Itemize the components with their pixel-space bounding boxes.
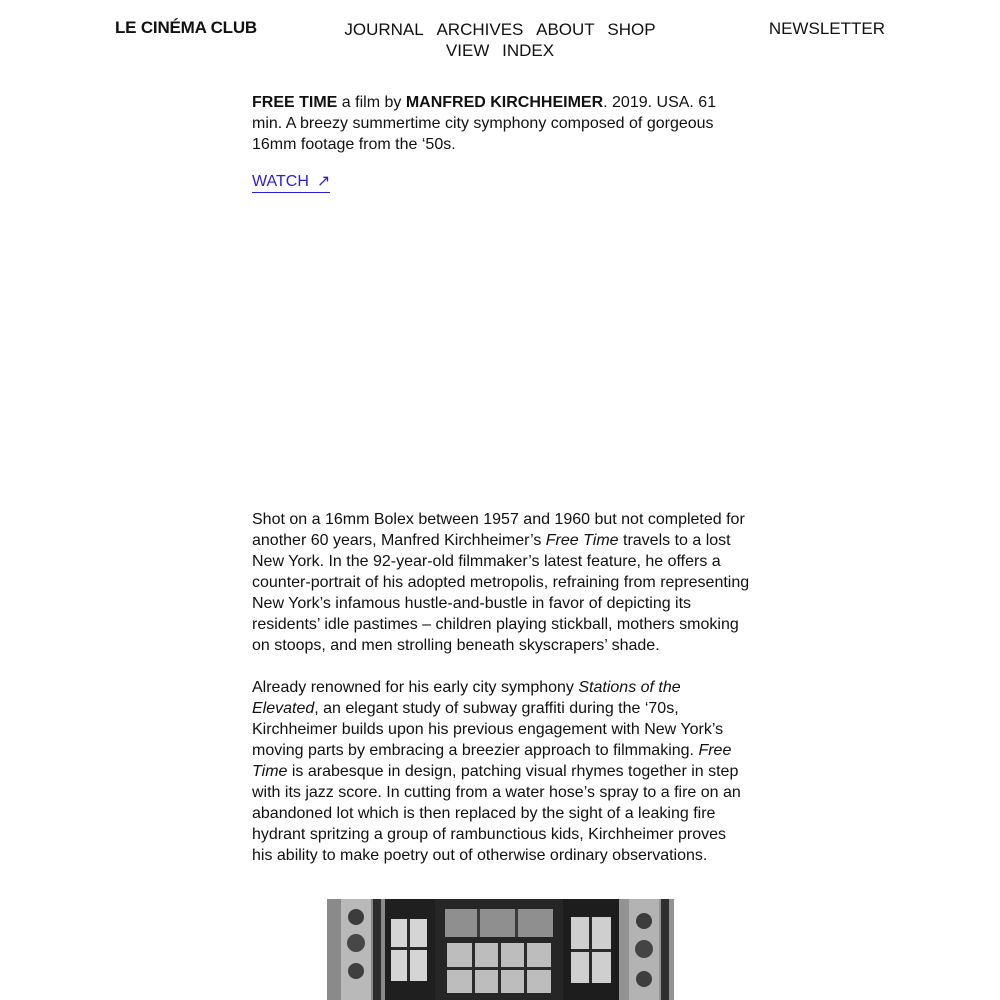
film-still-image	[327, 899, 674, 1000]
p1-text-c: travels to a lost New York. In the 92-year-old filmmaker’s latest feature, he offers a counter-portrait of his adopted metropolis, refraining from representing New York’s infamous hustle-and-bustle in favor of depicting its residents’ idle pastimes – children playing stickball, mothers smoking on stoops, and men strolling beneath skyscrapers’ shade.	[252, 532, 750, 654]
film-intro	[252, 92, 750, 155]
nav-about[interactable]: ABOUT	[536, 20, 595, 39]
p2-text-e: is arabesque in design, patching visual rhymes together in step with its jazz score. In cutting from a water hose’s spray to a fire on an abandoned lot which is then replaced by the sight of a leaking fire hydrant spritzing a group of rambunctious kids, Kirchheimer proves his ability to make poetry out of otherwise ordinary observations.	[252, 763, 741, 864]
film-details: . 2019. USA. 61 min. A breezy summertime city symphony composed of gorgeous 16mm footage from the ‘50s.	[252, 94, 717, 153]
p1-text-a: Shot on a 16mm Bolex between 1957 and 1960 but not completed for another 60 years, Manfred Kirchheimer’s	[252, 511, 745, 549]
film-still-building-facade	[327, 899, 674, 1000]
film-title: FREE TIME	[252, 94, 338, 111]
p2-text-c: , an elegant study of subway graffiti during the ‘70s, Kirchheimer builds upon his previous engagement with New York’s moving parts by embracing a breezier approach to filmmaking.	[252, 700, 724, 759]
nav-journal[interactable]: JOURNAL	[344, 20, 424, 39]
article-paragraph-2	[252, 677, 750, 866]
arrow-up-right-icon: ↗	[316, 173, 331, 190]
p1-film-title: Free Time	[545, 532, 619, 549]
watch-link[interactable]	[252, 171, 330, 193]
p2-text-a: Already renowned for his early city symphony	[252, 679, 579, 696]
newsletter-link[interactable]: NEWSLETTER	[768, 19, 885, 38]
article-paragraph-1	[252, 509, 750, 656]
p2-film-title-stations: Stations of the Elevated	[252, 679, 681, 717]
nav-index[interactable]: INDEX	[502, 41, 555, 60]
film-by-text: a film by	[337, 94, 406, 111]
film-article	[252, 92, 750, 887]
p2-film-title-free-time: Free Time	[252, 742, 732, 780]
watch-label: WATCH	[252, 173, 309, 190]
nav-shop[interactable]: SHOP	[607, 20, 656, 39]
site-logo[interactable]: LE CINÉMA CLUB	[115, 18, 258, 37]
main-nav	[340, 19, 660, 61]
nav-archives[interactable]: ARCHIVES	[436, 20, 524, 39]
film-director: MANFRED KIRCHHEIMER	[405, 94, 604, 111]
video-player-area[interactable]	[252, 193, 750, 509]
nav-view[interactable]: VIEW	[445, 41, 490, 60]
